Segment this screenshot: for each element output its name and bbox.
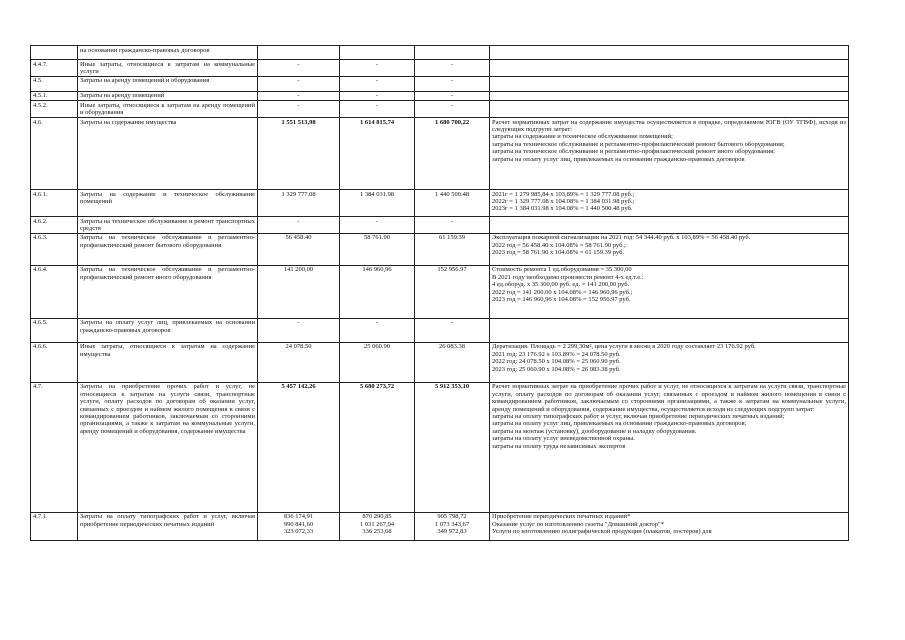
value-year-2021: -: [258, 217, 340, 234]
row-number: 4.6.6.: [31, 342, 78, 382]
row-number: 4.4.7.: [31, 60, 78, 77]
row-description: [490, 318, 849, 342]
table-row: [31, 190, 849, 217]
row-name: Затраты на аренду помещений: [78, 91, 258, 100]
row-description: [490, 265, 849, 318]
row-number: 4.6.1.: [31, 190, 78, 217]
description-line: 2022 год = 141 200.00 х 104.08% = 146 960,96 руб.;: [492, 288, 633, 296]
description-line: 2022г = 1 329 777.08 х 104.08% = 1 384 031.98 руб.;: [492, 197, 635, 205]
value-year-2023: 1 440 500.48: [415, 190, 490, 217]
description-line: Эксплуатация пожарной сигнализации на 2021 год: 54 344.40 руб. х 103,89% = 56 458.40 руб.: [492, 234, 751, 242]
row-name: Затраты на приобретение прочих работ и услуг, не относящиеся к затратам на услуги связи, транспортные услуги, оплату расходов по договорам об оказании услуг, связанных с проездом и наймом жилого помещения в связи с командированием работников, заключаемым со сторонними организациями, а также к затратам на коммунальные услуги, аренду помещений и оборудования, содержание имущества: [78, 382, 258, 512]
row-number: 4.6.4.: [31, 265, 78, 318]
value-year-2023: -: [415, 76, 490, 91]
budget-table: [30, 45, 849, 541]
description-line: Расчет нормативных затрат на содержание имущества осуществляется в порядке, определяемом ЮГВ (ОУ ТГВФ), исходя из следующих подгрупп затрат:: [492, 118, 846, 133]
row-description: [490, 118, 849, 190]
description-line: 2023 год: 25 060.90 х 104.08% = 26 083.38 руб.: [492, 365, 621, 373]
row-name: Затраты на техническое обслуживание и ремонт транспортных средств: [78, 217, 258, 234]
value-year-2021: 836 174,91 990 841,60 323 072,33: [258, 512, 340, 540]
description-line: затраты на оплату услуг лиц, привлекаемых на основании гражданско-правовых договоров;: [492, 420, 747, 428]
row-description: [490, 76, 849, 91]
row-number: 4.5.2.: [31, 101, 78, 118]
description-line: Оказание услуг по изготовлению газеты "Домашний доктор"*: [492, 520, 664, 528]
row-description: [490, 91, 849, 100]
row-name: Затраты на содержание имущества: [78, 118, 258, 190]
value-year-2022: -: [340, 76, 415, 91]
description-line: Услуги по изготовлению полиграфической продукции (плакатов, постеров) для: [492, 528, 712, 536]
description-line: 2023 год = 146 960,96 х 104.08% = 152 956.97 руб.: [492, 295, 631, 303]
row-name: Затраты на аренду помещений и оборудования: [78, 76, 258, 91]
value-year-2022: 1 384 031.98: [340, 190, 415, 217]
row-description: [490, 512, 849, 540]
document-page: [30, 45, 848, 541]
table-row: [31, 76, 849, 91]
value-year-2023: 1 680 700,22: [415, 118, 490, 190]
value-year-2023: -: [415, 101, 490, 118]
row-description: [490, 342, 849, 382]
description-line: затраты на оплату услуг лиц, привлекаемых на основании гражданско-правовых договоров: [492, 155, 745, 163]
table-row: [31, 342, 849, 382]
row-description: [490, 46, 849, 60]
row-number: 4.6.5.: [31, 318, 78, 342]
value-year-2021: 141 200,00: [258, 265, 340, 318]
value-year-2021: 24 078.50: [258, 342, 340, 382]
row-description: [490, 382, 849, 512]
value-year-2022: -: [340, 318, 415, 342]
value-year-2023: 61 159.39: [415, 233, 490, 265]
row-description: [490, 190, 849, 217]
description-line: 2023 год = 58 761.90 х 104.08% = 61 159.39 руб.: [492, 249, 625, 257]
value-year-2023: -: [415, 217, 490, 234]
value-year-2021: -: [258, 60, 340, 77]
value-year-2021: -: [258, 91, 340, 100]
row-number: 4.7.1.: [31, 512, 78, 540]
table-row: [31, 382, 849, 512]
table-row: [31, 265, 849, 318]
value-year-2023: 26 083.38: [415, 342, 490, 382]
value-year-2021: 56 458.40: [258, 233, 340, 265]
value-year-2023: 5 912 353,10: [415, 382, 490, 512]
description-line: 2021г = 1 279 985,84 х 103,89% = 1 329 777.08 руб.;: [492, 190, 635, 198]
description-line: Приобретение периодических печатных изданий*: [492, 513, 631, 521]
value-year-2022: -: [340, 101, 415, 118]
value-year-2022: 25 060.90: [340, 342, 415, 382]
row-name: Иные затраты, относящиеся к затратам на коммунальные услуги: [78, 60, 258, 77]
value-year-2021: -: [258, 318, 340, 342]
row-name: Иные затраты, относящиеся к затратам на аренду помещений и оборудования: [78, 101, 258, 118]
value-year-2022: 1 614 815,74: [340, 118, 415, 190]
value-year-2022: 5 680 273,72: [340, 382, 415, 512]
description-line: 2023г = 1 384 031.98 х 104.08% = 1 440 500.48 руб.: [492, 205, 633, 213]
value-year-2022: 870 290,85 1 031 267,94 336 253,68: [340, 512, 415, 540]
value-year-2023: -: [415, 318, 490, 342]
row-number: 4.5.: [31, 76, 78, 91]
row-description: [490, 233, 849, 265]
value-year-2022: -: [340, 217, 415, 234]
value-year-2022: 146 960,96: [340, 265, 415, 318]
description-line: затраты на оплату типографских работ и услуг, включая приобретение периодических печатных изданий;: [492, 412, 785, 420]
value-year-2023: [415, 46, 490, 60]
value-year-2021: 5 457 142,26: [258, 382, 340, 512]
row-name: Затраты на оплату типографских работ и услуг, включая приобретение периодических печатных изданий: [78, 512, 258, 540]
value-year-2022: -: [340, 91, 415, 100]
row-number: 4.6.3.: [31, 233, 78, 265]
description-line: 2022 год = 56 458.40 х 104.08% = 58 761.90 руб.;: [492, 241, 626, 249]
value-year-2021: [258, 46, 340, 60]
row-number: 4.6.2.: [31, 217, 78, 234]
row-description: [490, 101, 849, 118]
value-year-2021: -: [258, 76, 340, 91]
value-year-2023: 905 798,72 1 073 343,67 349 972,83: [415, 512, 490, 540]
description-line: затраты на техническое обслуживание и регламентно-профилактический ремонт иного оборудования;: [492, 148, 775, 156]
description-line: 2021 год: 23 176.92 х 103.89% = 24 078.50 руб.: [492, 350, 621, 358]
description-line: 4 ед.оборуд. х 35 300,00 руб. ед. = 141 200,00 руб.: [492, 281, 630, 289]
row-number: 4.6.: [31, 118, 78, 190]
description-line: затраты на оплату труда независимых экспертов: [492, 442, 626, 450]
row-description: [490, 217, 849, 234]
table-body: [31, 46, 849, 541]
description-line: В 2021 году необходимо произвести ремонт 4-х ед.т.е.:: [492, 273, 644, 281]
description-line: затраты на техническое обслуживание и регламентно-профилактический ремонт бытового оборудования;: [492, 140, 785, 148]
description-line: 2022 год: 24 078.50 х 104.08% = 25 060.90 руб.: [492, 358, 621, 366]
value-year-2022: [340, 46, 415, 60]
table-row: [31, 512, 849, 540]
row-number: [31, 46, 78, 60]
table-row: [31, 233, 849, 265]
table-row: [31, 318, 849, 342]
table-row: [31, 101, 849, 118]
row-name: на основании гражданско-правовых договоров: [78, 46, 258, 60]
row-description: [490, 60, 849, 77]
table-row: [31, 118, 849, 190]
row-name: Затраты на техническое обслуживание и регламентно-профилактический ремонт бытового оборудования: [78, 233, 258, 265]
description-line: Расчет нормативных затрат на приобретение прочих работ и услуг, не относящихся к затратам на услуги связи, транспортные услуги, оплату расходов по договорам об оказании услуг, связанных с проездом и наймом жилого помещения в связи с командированием работников, заключаемым со сторонними организациями, а также к затратам на коммунальные услуги, аренду помещений и оборудования, содержание имущества, осуществляется исходя из следующих подгрупп затрат:: [492, 383, 846, 413]
value-year-2023: -: [415, 91, 490, 100]
value-year-2021: 1 551 513,98: [258, 118, 340, 190]
value-year-2023: 152 956.97: [415, 265, 490, 318]
description-line: Дератизация. Площадь = 2 299,30м², цена услуги в месяц в 2020 году составляет 23 176.92 руб.: [492, 343, 756, 351]
row-name: Иные затраты, относящиеся к затратам на содержание имущества: [78, 342, 258, 382]
description-line: Стоимость ремонта 1 ед.оборудования = 35 300,00: [492, 266, 632, 274]
row-name: Затраты на техническое обслуживание и регламентно-профилактический ремонт иного оборудования: [78, 265, 258, 318]
table-row: [31, 46, 849, 60]
row-name: Затраты на содержание и техническое обслуживание помещений: [78, 190, 258, 217]
value-year-2022: 58 761.90: [340, 233, 415, 265]
value-year-2021: -: [258, 101, 340, 118]
description-line: затраты на содержание и техническое обслуживание помещений;: [492, 133, 673, 141]
value-year-2021: 1 329 777.08: [258, 190, 340, 217]
row-number: 4.5.1.: [31, 91, 78, 100]
description-line: затраты на монтаж (установку), дооборудование и наладку оборудования.: [492, 427, 697, 435]
row-number: 4.7.: [31, 382, 78, 512]
table-row: [31, 217, 849, 234]
table-row: [31, 91, 849, 100]
row-name: Затраты на оплату услуг лиц, привлекаемых на основании гражданско-правовых договоров: [78, 318, 258, 342]
description-line: затраты на оплату услуг вневедомственной охраны.: [492, 435, 635, 443]
value-year-2022: -: [340, 60, 415, 77]
value-year-2023: -: [415, 60, 490, 77]
table-row: [31, 60, 849, 77]
